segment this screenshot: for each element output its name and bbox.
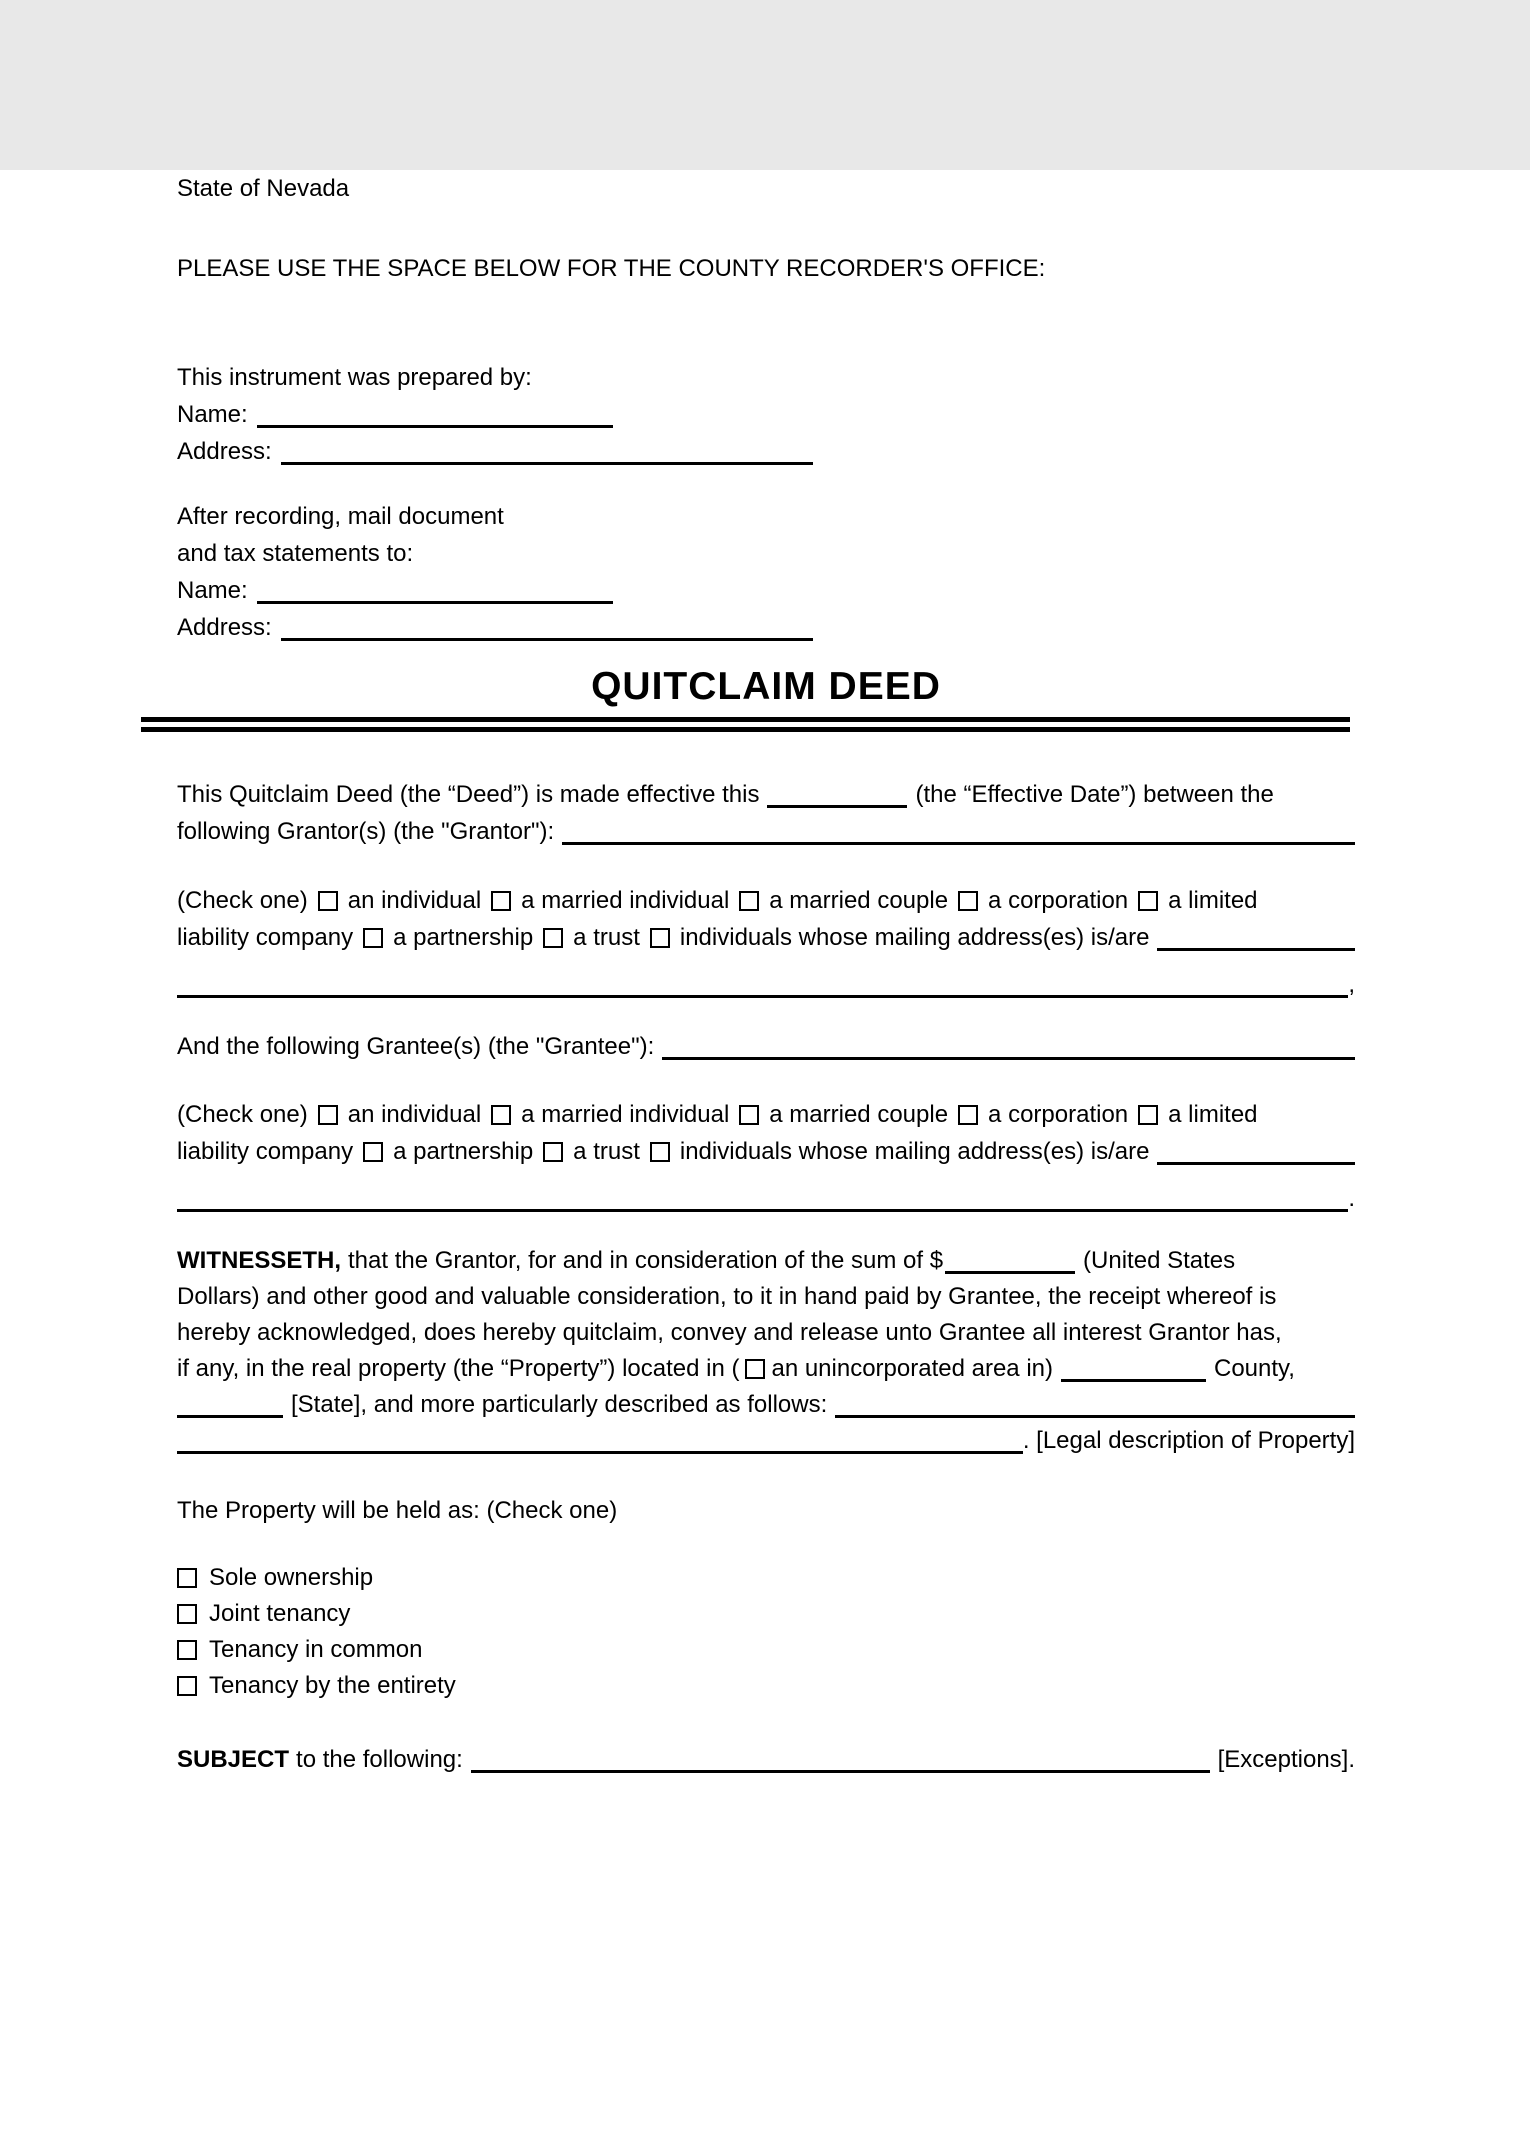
county-label-text: County, (1214, 1355, 1295, 1382)
grantee-mailing-address-blank-2[interactable] (177, 1199, 1348, 1212)
prepared-by-address-line (177, 433, 1355, 470)
checkbox-grantee-individuals-mailing[interactable] (650, 1142, 670, 1162)
mail-to-address-line (177, 609, 1355, 646)
grantor-option-married-couple-label: a married couple (769, 887, 949, 914)
grantor-label-text: following Grantor(s) (the "Grantor"): (177, 818, 555, 845)
held-as-option-row (177, 1596, 1355, 1632)
mail-to-block (177, 498, 1355, 646)
state-line (177, 170, 1355, 207)
tenancy-by-entirety-label: Tenancy by the entirety (209, 1672, 456, 1699)
witnesseth-text-1: that the Grantor, for and in consideration of the sum of $ (348, 1247, 944, 1274)
held-as-option-row (177, 1560, 1355, 1596)
checkbox-grantor-married-individual[interactable] (491, 891, 511, 911)
witnesseth-line-5 (177, 1387, 1355, 1423)
joint-tenancy-label: Joint tenancy (209, 1600, 351, 1627)
prepared-by-heading: This instrument was prepared by: (177, 364, 532, 391)
checkbox-grantee-partnership[interactable] (363, 1142, 383, 1162)
witnesseth-paragraph (177, 1243, 1355, 1459)
checkbox-joint-tenancy[interactable] (177, 1604, 197, 1624)
checkbox-grantee-married-couple[interactable] (739, 1105, 759, 1125)
exceptions-blank[interactable] (471, 1760, 1210, 1773)
grantee-check-trailing-period: . (1348, 1185, 1355, 1212)
grantee-check-paragraph (177, 1096, 1355, 1217)
grantor-name-blank[interactable] (562, 832, 1355, 845)
checkbox-grantor-limited-liability-company[interactable] (1138, 891, 1158, 911)
recorder-notice-line (177, 250, 1355, 287)
grantor-check-line-2 (177, 919, 1355, 956)
grantor-option-limited-label: a limited (1168, 887, 1258, 914)
grantee-line-1 (177, 1028, 1355, 1065)
mail-to-address-blank[interactable] (281, 628, 813, 641)
checkbox-grantee-limited-liability-company[interactable] (1138, 1105, 1158, 1125)
grantee-option-married-individual-label: a married individual (521, 1101, 730, 1128)
grantor-option-mailing-label: individuals whose mailing address(es) is/are (679, 924, 1150, 951)
checkbox-grantee-individual[interactable] (318, 1105, 338, 1125)
witnesseth-line-4 (177, 1351, 1355, 1387)
grantor-check-trailing-comma: , (1348, 971, 1355, 998)
grantor-mailing-address-blank-2[interactable] (177, 985, 1348, 998)
legal-description-blank-1[interactable] (835, 1405, 1355, 1418)
checkbox-grantor-partnership[interactable] (363, 928, 383, 948)
state-bracket-text: [State], and more particularly described as follows: (291, 1391, 828, 1418)
prepared-by-address-blank[interactable] (281, 452, 813, 465)
grantor-check-paragraph (177, 882, 1355, 1003)
page-title: QUITCLAIM DEED (591, 665, 941, 708)
grantee-check-line-3 (177, 1180, 1355, 1217)
prepared-by-heading-line (177, 359, 1355, 396)
quitclaim-deed-page (0, 170, 1530, 2150)
mail-to-name-blank[interactable] (257, 591, 613, 604)
intro-text-2: (the “Effective Date”) between the (915, 781, 1274, 808)
subject-line (177, 1741, 1355, 1778)
witnesseth-line-1 (177, 1243, 1355, 1279)
subject-paragraph (177, 1741, 1355, 1778)
state-of-nevada-label: State of Nevada (177, 175, 350, 202)
grantee-name-blank[interactable] (662, 1047, 1355, 1060)
checkbox-unincorporated-area[interactable] (745, 1359, 765, 1379)
held-as-option-row (177, 1668, 1355, 1704)
witnesseth-text-3: Dollars) and other good and valuable consideration, to it in hand paid by Grantee, the receipt whereof is (177, 1283, 1277, 1310)
effective-date-blank[interactable] (767, 795, 907, 808)
title-rule-top (141, 717, 1350, 722)
prepared-by-name-label: Name: (177, 401, 248, 428)
mail-to-heading-1: After recording, mail document (177, 503, 504, 530)
title-rule-bottom (141, 727, 1350, 732)
held-as-options-list (177, 1560, 1355, 1704)
checkbox-grantor-individual[interactable] (318, 891, 338, 911)
witnesseth-text-4: hereby acknowledged, does hereby quitclaim, convey and release unto Grantee all interest Grantor has, (177, 1319, 1282, 1346)
state-blank[interactable] (177, 1405, 283, 1418)
consideration-amount-blank[interactable] (945, 1261, 1075, 1274)
mail-to-address-label: Address: (177, 614, 272, 641)
title-block (177, 666, 1355, 732)
checkbox-grantee-trust[interactable] (543, 1142, 563, 1162)
prepared-by-address-label: Address: (177, 438, 272, 465)
intro-line-2 (177, 813, 1355, 850)
recorder-space-notice: PLEASE USE THE SPACE BELOW FOR THE COUNTY RECORDER'S OFFICE: (177, 255, 1046, 282)
grantor-option-married-individual-label: a married individual (521, 887, 730, 914)
grantee-check-line-2 (177, 1133, 1355, 1170)
grantee-paragraph (177, 1028, 1355, 1065)
grantee-check-one-label: (Check one) (177, 1101, 308, 1128)
grantor-option-trust-label: a trust (573, 924, 640, 951)
grantee-option-corporation-label: a corporation (988, 1101, 1129, 1128)
mail-to-name-label: Name: (177, 577, 248, 604)
sole-ownership-label: Sole ownership (209, 1564, 374, 1591)
subject-text: to the following: (296, 1746, 463, 1773)
grantor-check-line-1 (177, 882, 1355, 919)
witnesseth-line-2 (177, 1279, 1355, 1315)
intro-paragraph (177, 776, 1355, 850)
checkbox-grantor-married-couple[interactable] (739, 891, 759, 911)
grantee-option-mailing-label: individuals whose mailing address(es) is/are (679, 1138, 1150, 1165)
held-as-heading: The Property will be held as: (Check one) (177, 1497, 618, 1524)
mail-to-heading-line1 (177, 498, 1355, 535)
grantor-option-partnership-label: a partnership (393, 924, 534, 951)
witnesseth-text-5: if any, in the real property (the “Property”) located in ( (177, 1355, 740, 1382)
prepared-by-block (177, 359, 1355, 470)
witnesseth-text-2: (United States (1083, 1247, 1236, 1274)
grantee-option-individual-label: an individual (347, 1101, 482, 1128)
grantee-label-text: And the following Grantee(s) (the "Grantee"): (177, 1033, 655, 1060)
held-as-heading-line (177, 1492, 1355, 1529)
checkbox-grantee-married-individual[interactable] (491, 1105, 511, 1125)
exceptions-label: [Exceptions]. (1217, 1746, 1355, 1773)
intro-text-1: This Quitclaim Deed (the “Deed”) is made effective this (177, 781, 760, 808)
held-as-option-row (177, 1632, 1355, 1668)
mail-to-heading-line2 (177, 535, 1355, 572)
grantee-option-partnership-label: a partnership (393, 1138, 534, 1165)
checkbox-sole-ownership[interactable] (177, 1568, 197, 1588)
checkbox-grantee-corporation[interactable] (958, 1105, 978, 1125)
legal-description-blank-2[interactable] (177, 1441, 1023, 1454)
county-blank[interactable] (1061, 1369, 1206, 1382)
grantor-check-one-label: (Check one) (177, 887, 308, 914)
prepared-by-name-blank[interactable] (257, 415, 613, 428)
checkbox-grantor-trust[interactable] (543, 928, 563, 948)
prepared-by-name-line (177, 396, 1355, 433)
grantee-option-married-couple-label: a married couple (769, 1101, 949, 1128)
grantee-option-limited-label: a limited (1168, 1101, 1258, 1128)
subject-bold: SUBJECT (177, 1746, 290, 1773)
grantee-check-line-1 (177, 1096, 1355, 1133)
legal-description-label: . [Legal description of Property] (1022, 1427, 1355, 1454)
witnesseth-bold: WITNESSETH, (177, 1247, 342, 1274)
witnesseth-line-3 (177, 1315, 1355, 1351)
tenancy-in-common-label: Tenancy in common (209, 1636, 423, 1663)
mail-to-heading-2: and tax statements to: (177, 540, 414, 567)
mail-to-name-line (177, 572, 1355, 609)
grantor-option-individual-label: an individual (347, 887, 482, 914)
grantor-mailing-address-blank-1[interactable] (1157, 938, 1355, 951)
checkbox-tenancy-in-common[interactable] (177, 1640, 197, 1660)
grantor-check-line-3 (177, 966, 1355, 1003)
grantee-option-limited-label-cont: liability company (177, 1138, 354, 1165)
grantee-option-trust-label: a trust (573, 1138, 640, 1165)
unincorporated-area-label: an unincorporated area in) (771, 1355, 1053, 1382)
checkbox-grantor-corporation[interactable] (958, 891, 978, 911)
witnesseth-line-6 (177, 1423, 1355, 1459)
grantee-mailing-address-blank-1[interactable] (1157, 1152, 1355, 1165)
intro-line-1 (177, 776, 1355, 813)
grantor-option-corporation-label: a corporation (988, 887, 1129, 914)
checkbox-grantor-individuals-mailing[interactable] (650, 928, 670, 948)
title-double-rule (141, 717, 1350, 732)
checkbox-tenancy-by-entirety[interactable] (177, 1676, 197, 1696)
held-as-heading-block (177, 1492, 1355, 1529)
grantor-option-limited-label-cont: liability company (177, 924, 354, 951)
